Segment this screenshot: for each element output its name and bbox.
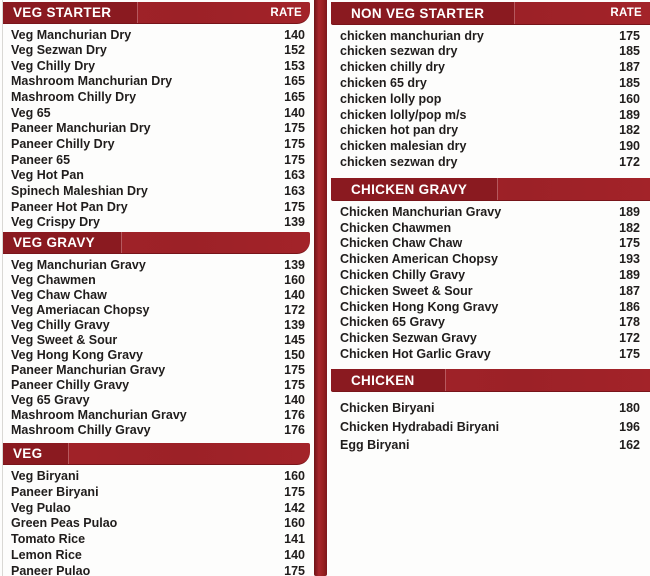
section-title: CHICKEN: [351, 372, 415, 388]
menu-section: [3, 443, 310, 576]
item-rate: 162: [619, 438, 640, 453]
item-rate: 175: [284, 377, 305, 392]
item-name: Chicken Sweet & Sour: [340, 283, 473, 298]
menu-item-row: [331, 28, 650, 44]
section-header: [3, 2, 310, 24]
item-name: Veg Sezwan Dry: [11, 43, 107, 58]
section-title-box: [331, 369, 445, 391]
section-title-box: [331, 2, 514, 24]
menu-item-row: [3, 27, 310, 43]
menu-item-row: [3, 547, 310, 563]
menu-section: [331, 178, 650, 362]
item-rate: 163: [284, 183, 305, 198]
item-rate: 175: [284, 121, 305, 136]
item-rate: 140: [284, 392, 305, 407]
section-items: [3, 257, 310, 437]
menu-item-row: [331, 236, 650, 252]
item-name: Paneer 65: [11, 152, 71, 167]
section-items: [331, 399, 650, 455]
section-items: [3, 27, 310, 230]
section-items: [331, 204, 650, 362]
menu-item-row: [3, 90, 310, 106]
menu-item-row: [3, 407, 310, 422]
menu-item-row: [3, 43, 310, 59]
section-title-box: [3, 443, 68, 464]
item-rate: 185: [619, 44, 640, 59]
item-name: Chicken Biryani: [340, 401, 435, 416]
item-name: Lemon Rice: [11, 547, 82, 562]
section-items: [331, 28, 650, 170]
item-rate: 153: [284, 58, 305, 73]
menu-item-row: [331, 75, 650, 91]
menu-item-row: [331, 418, 650, 437]
menu-item-row: [3, 362, 310, 377]
section-header: [331, 2, 650, 25]
section-title-box: [3, 2, 137, 23]
item-rate: 178: [619, 315, 640, 330]
menu-item-row: [3, 392, 310, 407]
menu-item-row: [3, 332, 310, 347]
menu-item-row: [3, 183, 310, 199]
rate-column-label: RATE: [270, 6, 302, 19]
item-name: Veg Chilly Dry: [11, 58, 96, 73]
item-rate: 175: [284, 199, 305, 214]
item-rate: 189: [619, 204, 640, 219]
item-rate: 187: [619, 283, 640, 298]
menu-item-row: [331, 154, 650, 170]
item-name: Veg Crispy Dry: [11, 215, 100, 230]
item-rate: 176: [284, 422, 305, 437]
item-name: Chicken Chawmen: [340, 220, 452, 235]
item-name: Mashroom Chilly Dry: [11, 90, 137, 105]
menu-item-row: [331, 436, 650, 455]
item-rate: 165: [284, 74, 305, 89]
item-name: Mashroom Manchurian Dry: [11, 74, 173, 89]
item-rate: 175: [619, 346, 640, 361]
section-title: VEG GRAVY: [13, 235, 95, 251]
item-name: Mashroom Manchurian Gravy: [11, 407, 187, 422]
menu-item-row: [331, 204, 650, 220]
menu-item-row: [3, 121, 310, 137]
item-name: chicken lolly pop: [340, 91, 442, 106]
item-name: Paneer Hot Pan Dry: [11, 199, 128, 214]
item-name: chicken sezwan dry: [340, 155, 458, 170]
rate-column-label: RATE: [610, 7, 642, 19]
item-name: Chicken 65 Gravy: [340, 315, 445, 330]
menu-item-row: [331, 220, 650, 236]
item-rate: 193: [619, 252, 640, 267]
item-rate: 140: [284, 105, 305, 120]
menu-item-row: [3, 215, 310, 231]
item-name: Chicken Manchurian Gravy: [340, 204, 502, 219]
item-name: Chicken Sezwan Gravy: [340, 331, 477, 346]
item-rate: 196: [619, 419, 640, 434]
menu-item-row: [3, 468, 310, 484]
menu-item-row: [3, 500, 310, 516]
item-rate: 139: [284, 257, 305, 272]
menu-item-row: [3, 136, 310, 152]
item-rate: 160: [284, 468, 305, 483]
item-rate: 142: [284, 500, 305, 515]
menu-column-left: [3, 2, 310, 576]
item-name: Chicken Chilly Gravy: [340, 268, 466, 282]
item-rate: 160: [284, 516, 305, 531]
item-rate: 165: [284, 90, 305, 105]
item-rate: 175: [284, 137, 305, 152]
menu-item-row: [3, 105, 310, 121]
section-title: CHICKEN GRAVY: [351, 181, 468, 197]
menu-section: [331, 369, 650, 455]
item-name: chicken manchurian dry: [340, 28, 484, 43]
menu-item-row: [331, 346, 650, 362]
item-name: Veg Hong Kong Gravy: [11, 347, 143, 362]
menu-item-row: [3, 58, 310, 74]
menu-item-row: [3, 257, 310, 272]
item-name: Paneer Biryani: [11, 484, 99, 499]
item-name: Tomato Rice: [11, 532, 86, 547]
item-name: Chicken Hot Garlic Gravy: [340, 346, 491, 361]
menu-item-row: [3, 516, 310, 532]
menu-item-row: [331, 283, 650, 299]
item-name: Paneer Chilly Dry: [11, 137, 115, 152]
menu-item-row: [3, 168, 310, 184]
item-rate: 152: [284, 43, 305, 58]
column-divider: [314, 0, 327, 576]
item-rate: 176: [284, 407, 305, 422]
menu-item-row: [3, 347, 310, 362]
item-rate: 163: [284, 168, 305, 183]
item-rate: 185: [619, 76, 640, 91]
item-name: Paneer Chilly Gravy: [11, 377, 130, 392]
item-name: Chicken Hydrabadi Biryani: [340, 419, 500, 434]
item-rate: 139: [284, 317, 305, 332]
item-rate: 160: [619, 91, 640, 106]
item-name: Veg Manchurian Dry: [11, 27, 132, 42]
item-name: Veg Sweet & Sour: [11, 332, 118, 347]
item-name: Chicken Hong Kong Gravy: [340, 299, 499, 314]
menu-item-row: [331, 44, 650, 60]
item-rate: 186: [619, 299, 640, 314]
item-rate: 182: [619, 123, 640, 138]
item-rate: 187: [619, 60, 640, 75]
item-rate: 189: [619, 268, 640, 282]
section-header: [3, 443, 310, 465]
item-rate: 175: [619, 28, 640, 43]
section-title: VEG STARTER: [13, 5, 112, 20]
item-name: Veg 65: [11, 105, 51, 120]
item-name: Paneer Pulao: [11, 563, 91, 576]
item-name: Veg Manchurian Gravy: [11, 257, 146, 272]
menu-item-row: [331, 139, 650, 155]
menu-item-row: [331, 123, 650, 139]
section-title-box: [331, 178, 497, 200]
item-name: chicken chilly dry: [340, 60, 445, 75]
menu-item-row: [3, 377, 310, 392]
menu-item-row: [3, 422, 310, 437]
item-name: Spinech Maleshian Dry: [11, 183, 148, 198]
menu-item-row: [3, 287, 310, 302]
menu-item-row: [3, 74, 310, 90]
menu-item-row: [331, 399, 650, 418]
item-rate: 160: [284, 272, 305, 287]
menu-item-row: [3, 272, 310, 287]
item-name: Veg Chawmen: [11, 272, 96, 287]
section-items: [3, 468, 310, 576]
item-rate: 150: [284, 347, 305, 362]
menu-item-row: [331, 252, 650, 268]
item-name: Green Peas Pulao: [11, 516, 118, 531]
menu-section: [3, 232, 310, 437]
item-name: Paneer Manchurian Dry: [11, 121, 151, 136]
item-name: Mashroom Chilly Gravy: [11, 422, 151, 437]
item-name: Veg 65 Gravy: [11, 392, 90, 407]
menu-item-row: [3, 302, 310, 317]
item-name: Veg Biryani: [11, 468, 80, 483]
item-name: Chicken American Chopsy: [340, 252, 498, 267]
menu-item-row: [331, 299, 650, 315]
item-name: Veg Pulao: [11, 500, 71, 515]
item-name: chicken 65 dry: [340, 76, 427, 91]
item-name: chicken sezwan dry: [340, 44, 458, 59]
menu-item-row: [3, 532, 310, 548]
menu-section: [3, 2, 310, 230]
menu-item-row: [3, 563, 310, 576]
item-rate: 190: [619, 139, 640, 154]
section-header: [331, 369, 650, 392]
item-rate: 180: [619, 401, 640, 416]
menu-item-row: [331, 267, 650, 283]
section-header: [331, 178, 650, 201]
item-rate: 182: [619, 220, 640, 235]
item-rate: 141: [284, 532, 305, 547]
item-name: Veg Chilly Gravy: [11, 317, 110, 332]
item-rate: 172: [284, 302, 305, 317]
section-title: VEG: [13, 446, 43, 462]
item-rate: 139: [284, 215, 305, 230]
section-title-box: [3, 232, 121, 253]
item-rate: 175: [284, 484, 305, 499]
menu-item-row: [331, 91, 650, 107]
item-rate: 172: [619, 155, 640, 170]
menu-column-right: [331, 2, 650, 455]
item-rate: 175: [284, 152, 305, 167]
section-header: [3, 232, 310, 254]
item-rate: 175: [284, 362, 305, 377]
menu-item-row: [331, 331, 650, 347]
section-title: NON VEG STARTER: [351, 5, 485, 21]
item-rate: 145: [284, 332, 305, 347]
menu-item-row: [331, 315, 650, 331]
menu-item-row: [331, 107, 650, 123]
item-name: chicken hot pan dry: [340, 123, 459, 138]
item-rate: 140: [284, 547, 305, 562]
menu-item-row: [3, 317, 310, 332]
item-name: Egg Biryani: [340, 438, 410, 453]
item-rate: 140: [284, 287, 305, 302]
item-rate: 175: [619, 236, 640, 251]
item-name: Veg Ameriacan Chopsy: [11, 302, 150, 317]
menu-section: [331, 2, 650, 170]
item-rate: 140: [284, 27, 305, 42]
menu-item-row: [3, 484, 310, 500]
item-name: chicken malesian dry: [340, 139, 467, 154]
item-name: Veg Chaw Chaw: [11, 287, 107, 302]
menu-item-row: [3, 152, 310, 168]
item-name: Veg Hot Pan: [11, 168, 84, 183]
item-rate: 172: [619, 331, 640, 346]
menu-item-row: [3, 199, 310, 215]
item-name: Chicken Chaw Chaw: [340, 236, 463, 251]
item-rate: 189: [619, 107, 640, 122]
menu-item-row: [331, 60, 650, 76]
item-rate: 175: [284, 563, 305, 576]
item-name: chicken lolly/pop m/s: [340, 107, 467, 122]
item-name: Paneer Manchurian Gravy: [11, 362, 166, 377]
